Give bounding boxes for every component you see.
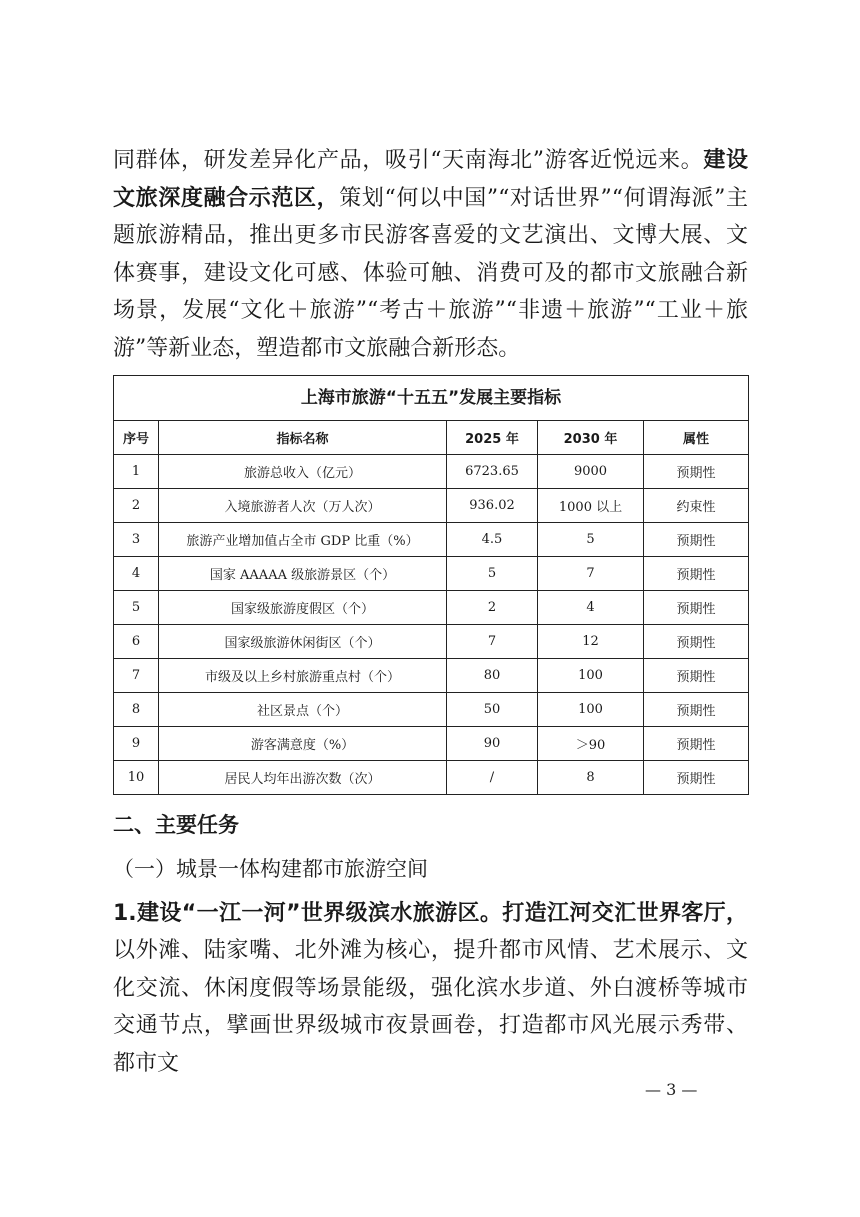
cell-2025: 6723.65 — [447, 454, 538, 488]
header-name: 指标名称 — [159, 420, 447, 454]
table-row — [114, 760, 749, 794]
cell-attr: 约束性 — [644, 488, 749, 522]
table-row — [114, 658, 749, 692]
table-row — [114, 692, 749, 726]
paragraph-intro — [113, 142, 748, 368]
cell-name: 旅游总收入（亿元） — [159, 454, 447, 488]
cell-2025: 50 — [447, 692, 538, 726]
cell-2030: ＞90 — [538, 726, 644, 760]
table-row — [114, 590, 749, 624]
table-row — [114, 556, 749, 590]
cell-no: 4 — [114, 556, 159, 590]
header-attr: 属性 — [644, 420, 749, 454]
cell-no: 9 — [114, 726, 159, 760]
cell-attr: 预期性 — [644, 658, 749, 692]
cell-attr: 预期性 — [644, 590, 749, 624]
table-title: 上海市旅游“十五五”发展主要指标 — [113, 375, 749, 420]
cell-2030: 8 — [538, 760, 644, 794]
document-page — [113, 142, 748, 1083]
cell-name: 游客满意度（%） — [159, 726, 447, 760]
cell-name: 国家级旅游休闲街区（个） — [159, 624, 447, 658]
cell-attr: 预期性 — [644, 454, 749, 488]
table-header-row — [114, 420, 749, 454]
cell-name: 国家级旅游度假区（个） — [159, 590, 447, 624]
cell-attr: 预期性 — [644, 624, 749, 658]
cell-name: 入境旅游者人次（万人次） — [159, 488, 447, 522]
paragraph-task-1 — [113, 895, 748, 1083]
task-1-text: 以外滩、陆家嘴、北外滩为核心，提升都市风情、艺术展示、文化交流、休闲度假等场景能级，强化滨水步道、外白渡桥等城市交通节点，擘画世界级城市夜景画卷，打造都市风光展示秀带、都市文 — [113, 938, 748, 1076]
cell-2025: 936.02 — [447, 488, 538, 522]
cell-name: 国家 AAAAA 级旅游景区（个） — [159, 556, 447, 590]
cell-attr: 预期性 — [644, 726, 749, 760]
table-row — [114, 454, 749, 488]
cell-no: 2 — [114, 488, 159, 522]
cell-2025: 90 — [447, 726, 538, 760]
cell-no: 10 — [114, 760, 159, 794]
cell-attr: 预期性 — [644, 556, 749, 590]
cell-no: 7 — [114, 658, 159, 692]
cell-attr: 预期性 — [644, 760, 749, 794]
cell-2025: 2 — [447, 590, 538, 624]
header-2030: 2030 年 — [538, 420, 644, 454]
section-heading: 二、主要任务 — [113, 812, 239, 837]
cell-2030: 100 — [538, 692, 644, 726]
cell-2025: / — [447, 760, 538, 794]
intro-text-2: 策划“何以中国”“对话世界”“何谓海派”主题旅游精品，推出更多市民游客喜爱的文艺演出、文博大展、文体赛事，建设文化可感、体验可触、消费可及的都市文旅融合新场景，发展“文化＋旅游”“考古＋旅游”“非遗＋旅游”“工业＋旅游”等新业态，塑造都市文旅融合新形态。 — [113, 185, 748, 361]
task-1-bold-phrase: 1.建设“一江一河”世界级滨水旅游区。打造江河交汇世界客厅， — [113, 900, 748, 926]
table-row — [114, 726, 749, 760]
cell-2025: 7 — [447, 624, 538, 658]
cell-name: 旅游产业增加值占全市 GDP 比重（%） — [159, 522, 447, 556]
cell-name: 社区景点（个） — [159, 692, 447, 726]
intro-text-1: 同群体，研发差异化产品，吸引“天南海北”游客近悦远来。 — [113, 148, 704, 173]
cell-2030: 7 — [538, 556, 644, 590]
cell-no: 5 — [114, 590, 159, 624]
cell-2025: 4.5 — [447, 522, 538, 556]
cell-no: 6 — [114, 624, 159, 658]
cell-2030: 5 — [538, 522, 644, 556]
cell-2030: 12 — [538, 624, 644, 658]
table-row — [114, 522, 749, 556]
cell-no: 3 — [114, 522, 159, 556]
table-row — [114, 624, 749, 658]
cell-attr: 预期性 — [644, 522, 749, 556]
header-no: 序号 — [114, 420, 159, 454]
cell-2030: 1000 以上 — [538, 488, 644, 522]
intro-bold-phrase: 建设文旅深度融合示范区， — [113, 148, 748, 211]
page-number: — 3 — — [645, 1080, 698, 1099]
cell-no: 1 — [114, 454, 159, 488]
cell-name: 市级及以上乡村旅游重点村（个） — [159, 658, 447, 692]
cell-2025: 5 — [447, 556, 538, 590]
cell-2030: 9000 — [538, 454, 644, 488]
indicator-table — [113, 375, 749, 795]
table-row — [114, 488, 749, 522]
subsection-heading: （一）城景一体构建都市旅游空间 — [113, 856, 428, 881]
cell-attr: 预期性 — [644, 692, 749, 726]
cell-2030: 4 — [538, 590, 644, 624]
cell-no: 8 — [114, 692, 159, 726]
cell-2030: 100 — [538, 658, 644, 692]
cell-2025: 80 — [447, 658, 538, 692]
header-2025: 2025 年 — [447, 420, 538, 454]
cell-name: 居民人均年出游次数（次） — [159, 760, 447, 794]
